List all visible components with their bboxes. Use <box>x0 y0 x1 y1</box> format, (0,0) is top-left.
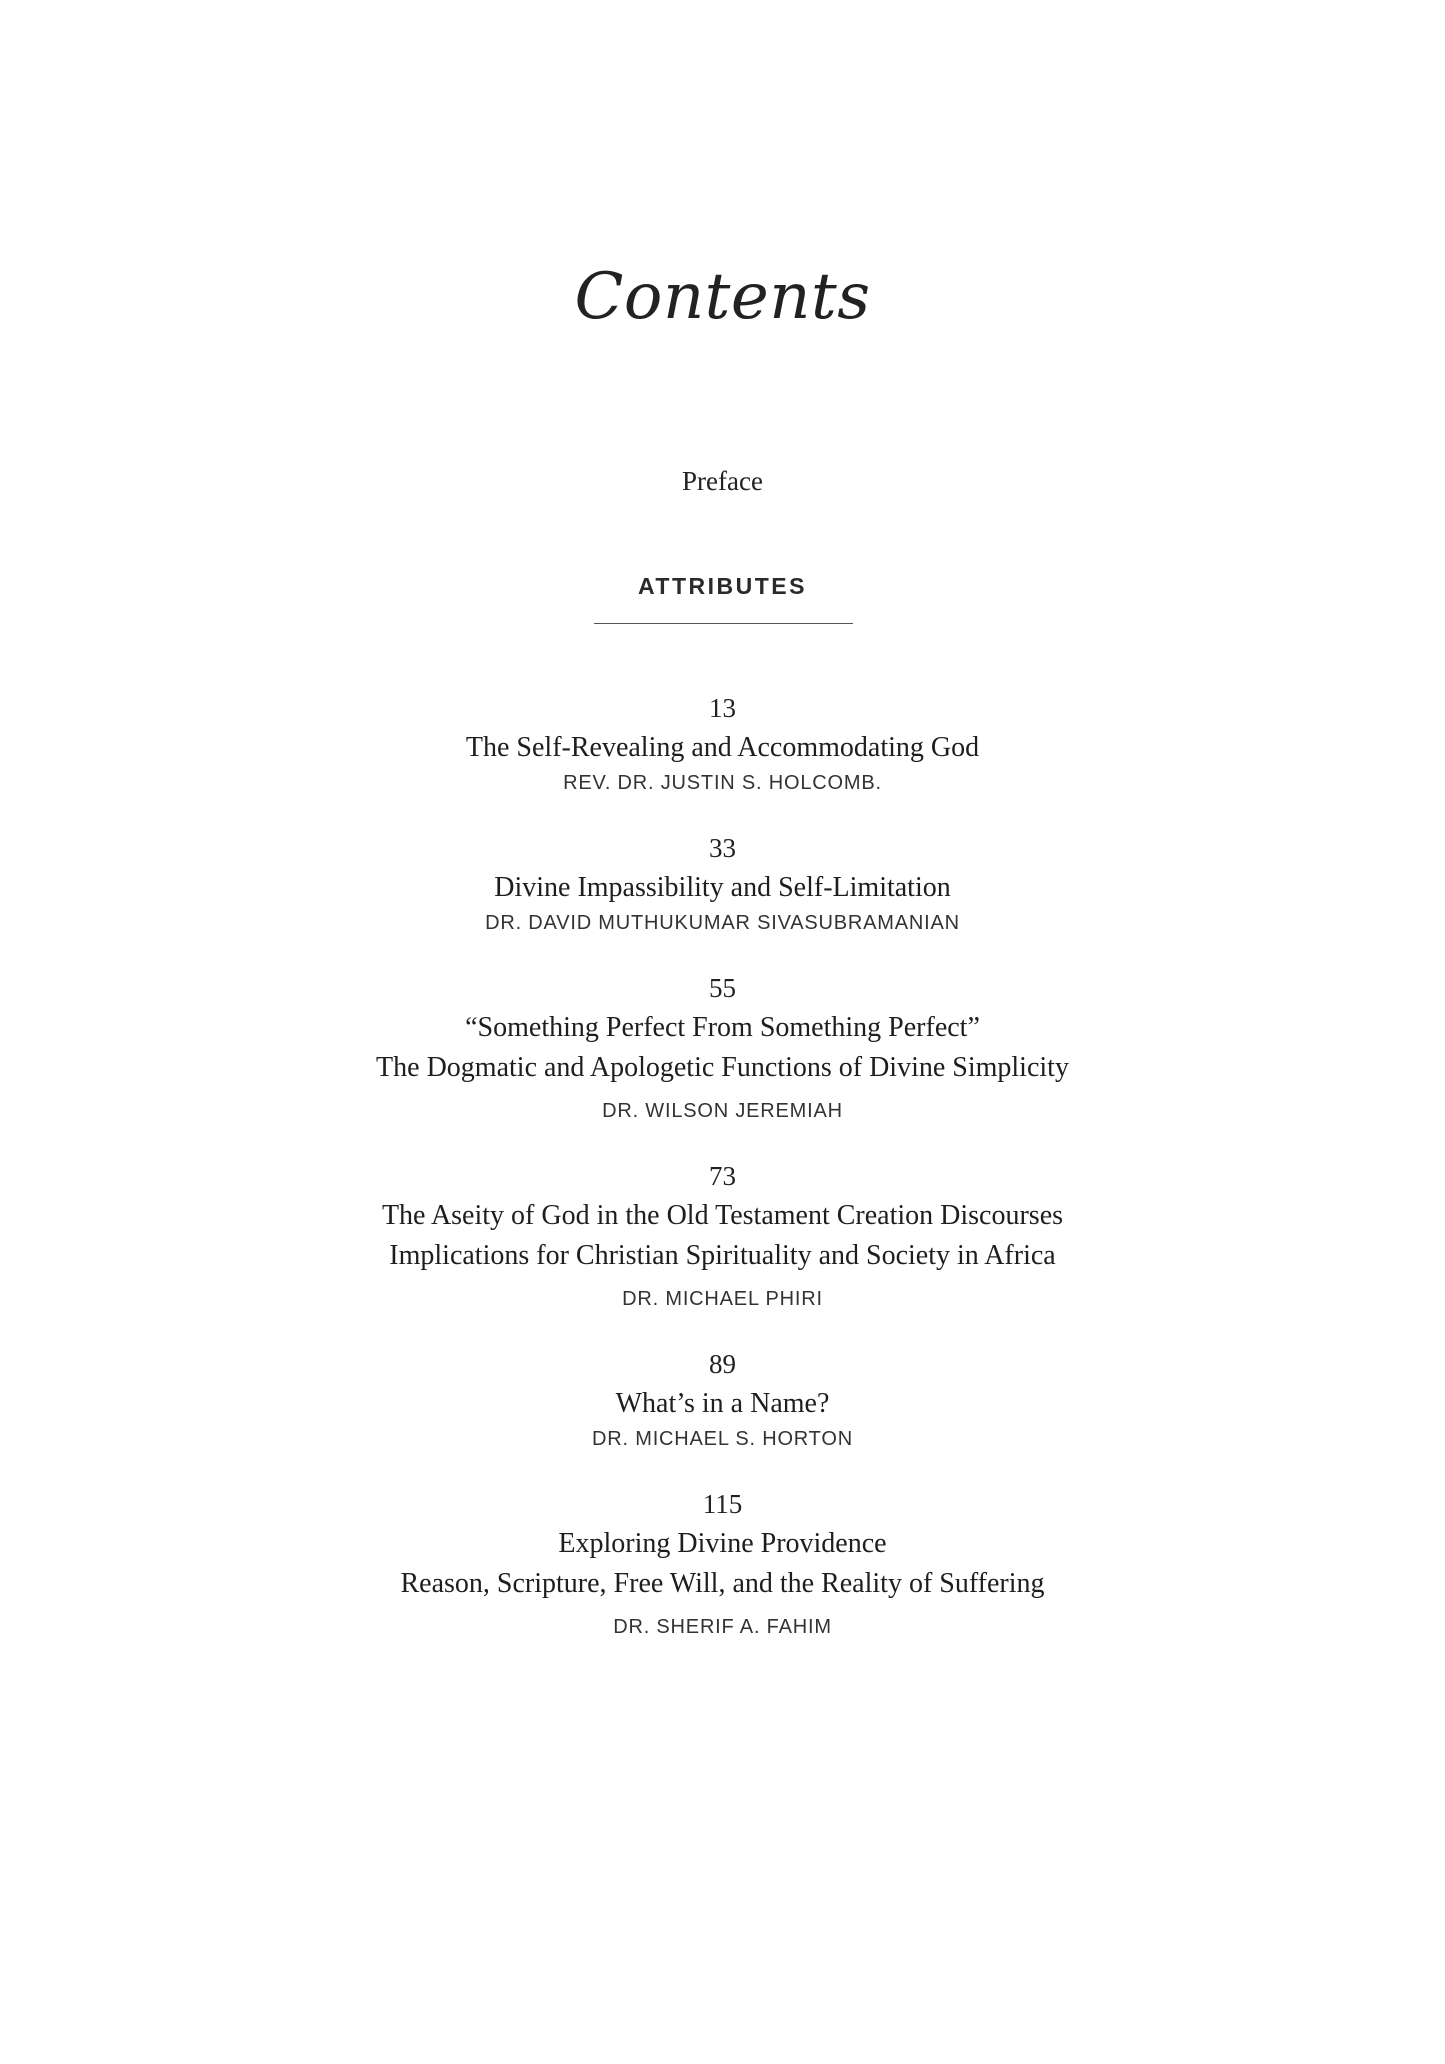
entry-author: DR. MICHAEL S. HORTON <box>592 1428 853 1450</box>
entry-title: Divine Impassibility and Self-Limitation <box>494 872 951 903</box>
toc-entry[interactable] <box>0 828 1445 938</box>
entry-title: Exploring Divine Providence <box>558 1528 887 1559</box>
preface-entry[interactable]: Preface <box>682 466 763 496</box>
entry-author: REV. DR. JUSTIN S. HOLCOMB. <box>563 772 882 794</box>
entry-page-number: 33 <box>709 833 736 863</box>
page-title: Contents <box>574 260 871 334</box>
toc-entry[interactable] <box>0 968 1445 1126</box>
entry-subtitle: The Dogmatic and Apologetic Functions of Divine Simplicity <box>376 1052 1069 1083</box>
entry-subtitle: Reason, Scripture, Free Will, and the Reality of Suffering <box>400 1568 1045 1599</box>
toc-list <box>0 688 1445 1672</box>
entry-page-number: 55 <box>709 973 736 1003</box>
toc-entry[interactable] <box>0 1156 1445 1314</box>
section-divider <box>594 623 853 624</box>
entry-page-number: 115 <box>702 1489 743 1519</box>
entry-author: DR. DAVID MUTHUKUMAR SIVASUBRAMANIAN <box>485 912 960 934</box>
toc-entry[interactable] <box>0 1344 1445 1454</box>
entry-title: What’s in a Name? <box>615 1388 830 1419</box>
entry-author: DR. SHERIF A. FAHIM <box>613 1616 832 1638</box>
entry-page-number: 89 <box>709 1349 736 1379</box>
entry-author: DR. MICHAEL PHIRI <box>622 1288 823 1310</box>
section-heading: ATTRIBUTES <box>638 573 807 599</box>
entry-title: “Something Perfect From Something Perfect” <box>465 1012 980 1043</box>
entry-subtitle: Implications for Christian Spirituality and Society in Africa <box>389 1240 1056 1271</box>
entry-page-number: 73 <box>709 1161 736 1191</box>
toc-entry[interactable] <box>0 1484 1445 1642</box>
entry-title: The Aseity of God in the Old Testament Creation Discourses <box>381 1200 1064 1231</box>
toc-entry[interactable] <box>0 688 1445 798</box>
entry-page-number: 13 <box>709 693 736 723</box>
entry-author: DR. WILSON JEREMIAH <box>602 1100 843 1122</box>
entry-title: The Self-Revealing and Accommodating God <box>465 732 980 763</box>
